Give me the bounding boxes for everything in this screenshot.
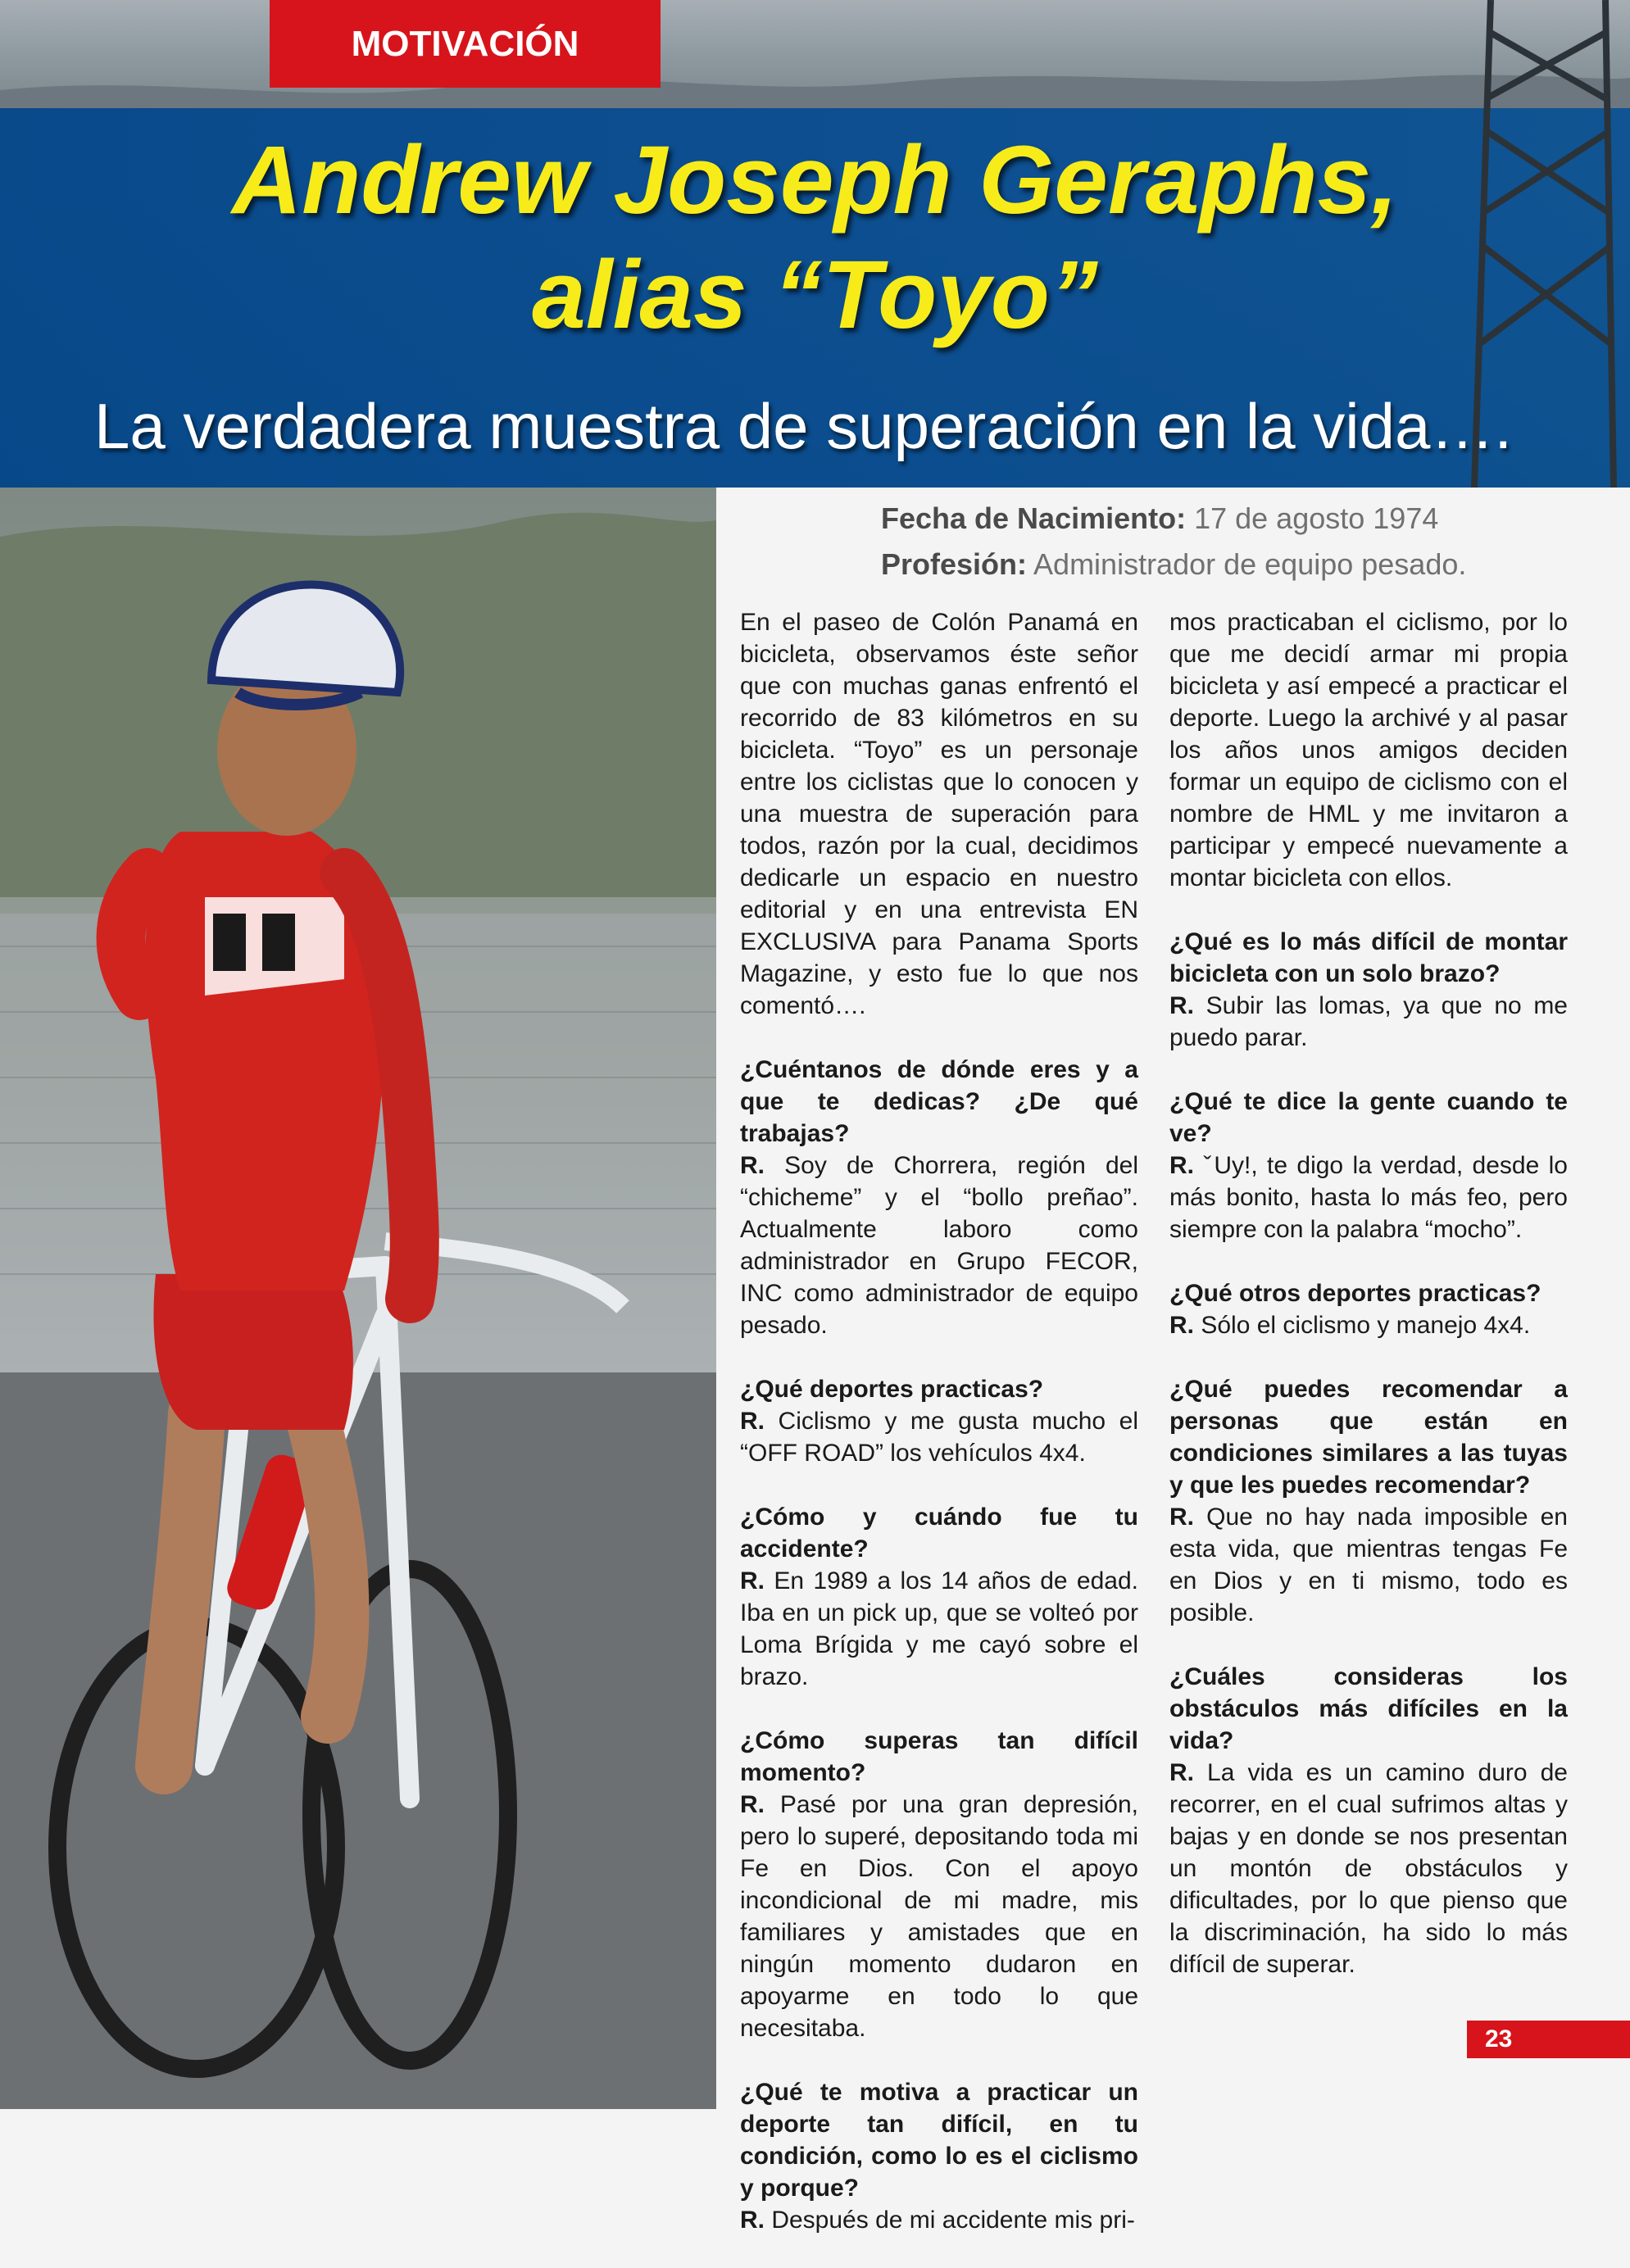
article-subtitle: La verdadera muestra de superación en la vida…. (94, 390, 1513, 462)
article-column-right (1169, 606, 1568, 2012)
answer: Sólo el ciclismo y manejo 4x4. (1194, 1312, 1531, 1339)
question: ¿Cómo y cuándo fue tu accidente? (740, 1504, 1138, 1563)
profile-info (881, 496, 1520, 587)
question: ¿Qué deportes practicas? (740, 1376, 1044, 1403)
section-tag: MOTIVACIÓN (270, 0, 661, 88)
question: ¿Qué otros deportes practicas? (1169, 1280, 1541, 1307)
title-line-1: Andrew Joseph Geraphs, (232, 126, 1398, 234)
birth-date-row (881, 496, 1520, 542)
birth-date-label: Fecha de Nacimiento: (881, 501, 1187, 535)
profession-value: Administrador de equipo pesado. (1027, 547, 1467, 581)
cyclist-photo (0, 488, 716, 2109)
profession-row (881, 542, 1520, 587)
question: ¿Qué es lo más difícil de montar bicicleta con un solo brazo? (1169, 928, 1568, 987)
qa-item (740, 2076, 1138, 2236)
intro-paragraph: En el paseo de Colón Panamá en bicicleta, observamos éste señor que con muchas ganas enfrentó el recorrido de 83 kilómetros en su bicicleta. “Toyo” es un personaje entre los ciclistas que lo conocen y una muestra de superación para todos, razón por la cual, decidimos dedicarle un espacio en nuestro editorial y en una entrevista EN EXCLUSIVA para Panama Sports Magazine, y esto fue lo que nos comentó…. (740, 609, 1138, 1019)
question: ¿Cómo superas tan difícil momento? (740, 1727, 1138, 1786)
question: ¿Cuáles consideras los obstáculos más difíciles en la vida? (1169, 1663, 1568, 1754)
answer: Que no hay nada imposible en esta vida, que mientras tengas Fe en Dios y en ti mismo, todo es posible. (1169, 1504, 1568, 1626)
answer-label: R. (740, 1791, 765, 1818)
question: ¿Qué te motiva a practicar un deporte tan difícil, en tu condición, como lo es el ciclismo y porque? (740, 2079, 1138, 2202)
qa-item (1169, 926, 1568, 1054)
page-number: 23 (1467, 2021, 1630, 2058)
birth-date-value: 17 de agosto 1974 (1186, 501, 1439, 535)
continuation-paragraph: mos practicaban el ciclismo, por lo que me decidí armar mi propia bicicleta y así empecé a practicar el deporte. Luego la archivé y al pasar los años unos amigos deciden formar un equipo de ciclismo con el nombre de HML y me invitaron a participar y empecé nuevamente a montar bicicleta con ellos. (1169, 609, 1568, 891)
answer: Pasé por una gran depresión, pero lo superé, depositando toda mi Fe en Dios. Con el apoyo incondicional de mi madre, mis familiares y amistades que en ningún momento dudaron en apoyarme en todo lo que necesitaba. (740, 1791, 1138, 2042)
profession-label: Profesión: (881, 547, 1028, 581)
answer-label: R. (740, 1152, 765, 1179)
qa-item (1169, 1373, 1568, 1629)
answer: ˇUy!, te digo la verdad, desde lo más bonito, hasta lo más feo, pero siempre con la palabra “mocho”. (1169, 1152, 1568, 1243)
qa-item (740, 1725, 1138, 2044)
question: ¿Cuéntanos de dónde eres y a que te dedicas? ¿De qué trabajas? (740, 1056, 1138, 1147)
answer-label: R. (1169, 1504, 1194, 1531)
answer-label: R. (1169, 992, 1194, 1019)
cyclist-illustration (0, 488, 716, 2109)
qa-item (740, 1054, 1138, 1341)
answer-label: R. (1169, 1759, 1194, 1786)
answer: La vida es un camino duro de recorrer, en el cual sufrimos altas y bajas y en donde se nos presentan un montón de obstáculos y dificultades, por lo que pienso que la discriminación, ha sido lo más difícil de superar. (1169, 1759, 1568, 1978)
question: ¿Qué puedes recomendar a personas que están en condiciones similares a las tuyas y que les puedes recomendar? (1169, 1376, 1568, 1499)
article-title (0, 123, 1630, 352)
question: ¿Qué te dice la gente cuando te ve? (1169, 1088, 1568, 1147)
answer: Subir las lomas, ya que no me puedo parar. (1169, 992, 1568, 1051)
qa-item (740, 1373, 1138, 1469)
qa-item (740, 1501, 1138, 1693)
qa-item (1169, 1661, 1568, 1980)
article-column-left (740, 606, 1138, 2268)
answer: Soy de Chorrera, región del “chicheme” y el “bollo preñao”. Actualmente laboro como administrador en Grupo FECOR, INC como administrador de equipo pesado. (740, 1152, 1138, 1339)
answer-label: R. (740, 1567, 765, 1594)
answer-label: R. (740, 1408, 765, 1435)
answer-label: R. (740, 2207, 765, 2234)
answer-label: R. (1169, 1312, 1194, 1339)
answer: Después de mi accidente mis pri- (765, 2207, 1135, 2234)
qa-item (1169, 1277, 1568, 1341)
answer: Ciclismo y me gusta mucho el “OFF ROAD” los vehículos 4x4. (740, 1408, 1138, 1467)
title-line-2: alias “Toyo” (532, 241, 1098, 349)
answer: En 1989 a los 14 años de edad. Iba en un pick up, que se volteó por Loma Brígida y me cayó sobre el brazo. (740, 1567, 1138, 1690)
answer-label: R. (1169, 1152, 1194, 1179)
qa-item (1169, 1086, 1568, 1245)
